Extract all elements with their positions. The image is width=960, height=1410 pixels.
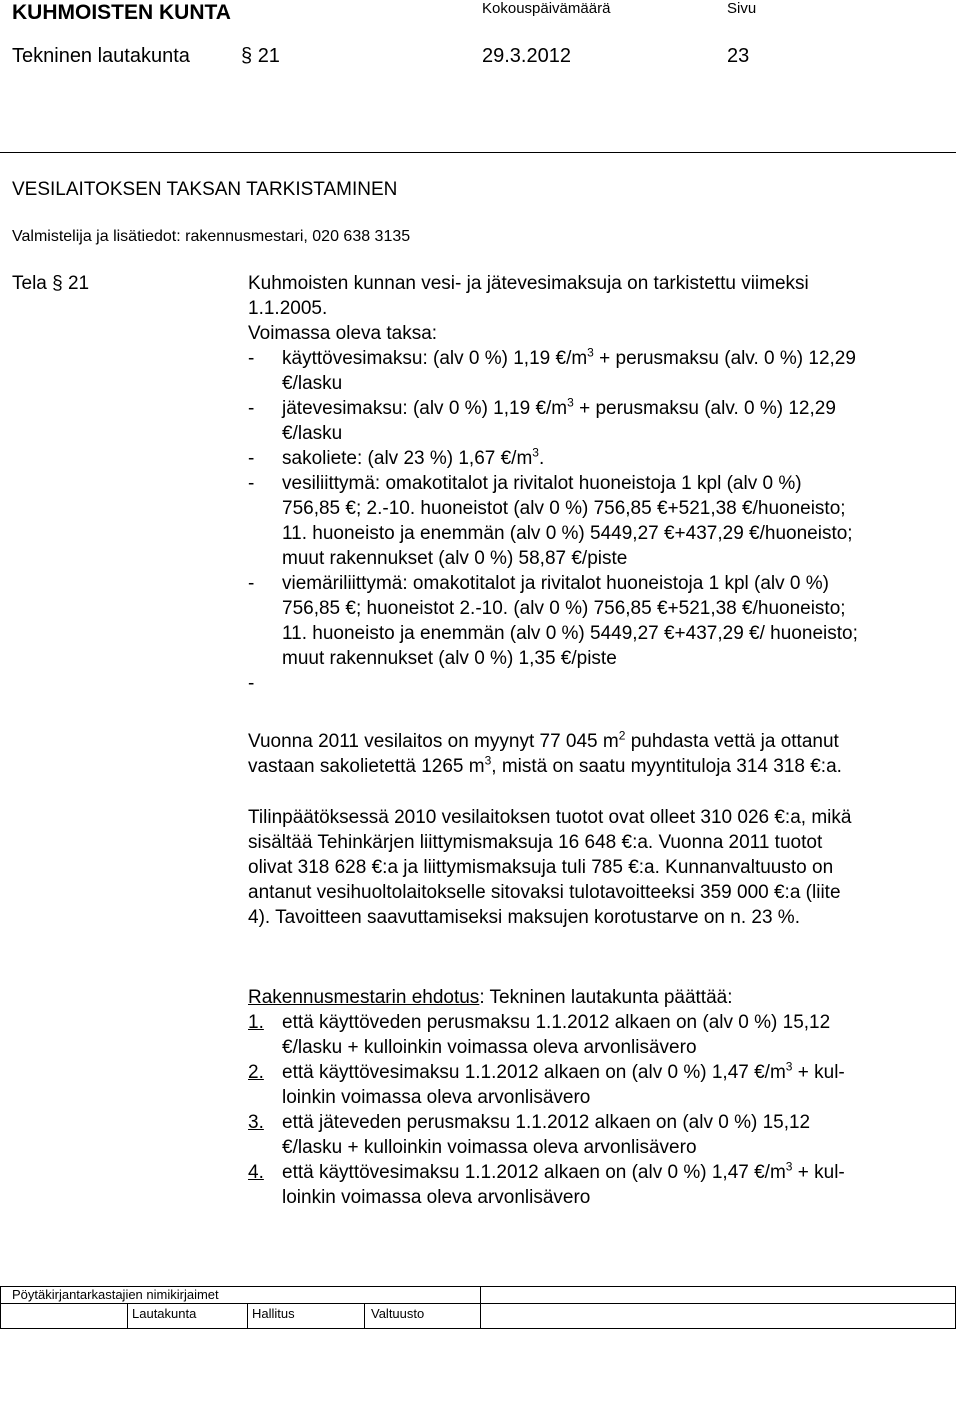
tariff-item-sewer-connection-2: 756,85 €; huoneistot 2.-10. (alv 0 %) 756,85 €+521,38 €/huoneisto;	[282, 598, 846, 619]
page-label: Sivu	[727, 0, 757, 17]
sales-line-1: Vuonna 2011 vesilaitos on myynyt 77 045 $m^2$ puhdasta vettä ja ottanut	[248, 728, 839, 752]
decision-item-1: 1. että käyttöveden perusmaksu 1.1.2012 alkaen on (alv 0 %) 15,12	[248, 1012, 831, 1033]
intro-line-1: Kuhmoisten kunnan vesi- ja jätevesimaksuja on tarkistettu viimeksi	[248, 273, 809, 294]
committee-name: Tekninen lautakunta	[12, 45, 190, 67]
financial-line-4: antanut vesihuoltolaitokselle sitovaksi tulotavoitteeksi 359 000 €:a (liite	[248, 882, 841, 903]
decision-item-2-cont: loinkin voimassa oleva arvonlisävero	[282, 1087, 591, 1108]
tariff-item-sewer-connection-3: 11. huoneisto ja enemmän (alv 0 %) 5449,27 €+437,29 €/ huoneisto;	[282, 623, 858, 644]
intro-line-2: 1.1.2005.	[248, 298, 328, 319]
decision-item-1-cont: €/lasku + kulloinkin voimassa oleva arvonlisävero	[282, 1037, 697, 1058]
tariff-item-wastewater-cont: €/lasku	[282, 423, 343, 444]
tariff-item-wastewater: - jätevesimaksu: (alv 0 %) 1,19 $€/m^3$ + perusmaksu (alv. 0 %) 12,29	[248, 395, 836, 419]
intro-line-3: Voimassa oleva taksa:	[248, 323, 438, 344]
proposal-section	[248, 985, 953, 1210]
sales-paragraph	[248, 729, 953, 779]
tariff-item-empty: -	[248, 673, 255, 694]
tariff-item-sludge: - sakoliete: (alv 23 %) 1,67 $€/m^3$.	[248, 445, 545, 469]
decision-item-3: 3. että jäteveden perusmaksu 1.1.2012 alkaen on (alv 0 %) 15,12	[248, 1112, 811, 1133]
section-number: § 21	[241, 45, 280, 67]
decision-item-4-cont: loinkin voimassa oleva arvonlisävero	[282, 1187, 591, 1208]
tariff-item-water-connection-3: 11. huoneisto ja enemmän (alv 0 %) 5449,27 €+437,29 €/huoneisto;	[282, 523, 853, 544]
tariff-item-water-connection-4: muut rakennukset (alv 0 %) 58,87 €/piste	[282, 548, 628, 569]
tariff-item-water-connection: - vesiliittymä: omakotitalot ja rivitalot huoneistoja 1 kpl (alv 0 %)	[248, 473, 802, 494]
proposal-heading: Rakennusmestarin ehdotus: Tekninen lautakunta päättää:	[248, 987, 733, 1008]
tariff-item-water-cont: €/lasku	[282, 373, 343, 394]
header-divider	[0, 152, 956, 153]
page-number: 23	[727, 45, 750, 67]
tariff-item-sewer-connection-4: muut rakennukset (alv 0 %) 1,35 €/piste	[282, 648, 617, 669]
financial-line-5: 4). Tavoitteen saavuttamiseksi maksujen korotustarve on n. 23 %.	[248, 907, 800, 928]
financial-paragraph	[248, 805, 953, 930]
financial-line-1: Tilinpäätöksessä 2010 vesilaitoksen tuotot ovat olleet 310 026 €:a, mikä	[248, 807, 852, 828]
meeting-date-label: Kokouspäivämäärä	[482, 0, 611, 17]
footer-col-valtuusto: Valtuusto	[371, 1306, 425, 1321]
sales-line-2: vastaan sakolietettä 1265 $m^3$, mistä on saatu myyntituloja 314 318 €:a.	[248, 753, 842, 777]
tariff-item-sewer-connection: - viemäriliittymä: omakotitalot ja rivitalot huoneistoja 1 kpl (alv 0 %)	[248, 573, 829, 594]
document-title: VESILAITOKSEN TAKSAN TARKISTAMINEN	[12, 179, 398, 200]
footer-col-hallitus: Hallitus	[252, 1306, 295, 1321]
tela-label: Tela § 21	[12, 273, 90, 294]
meeting-date: 29.3.2012	[482, 45, 571, 67]
checkers-label: Pöytäkirjantarkastajien nimikirjaimet	[12, 1287, 219, 1302]
preparer-info: Valmistelija ja lisätiedot: rakennusmestari, 020 638 3135	[12, 228, 411, 245]
financial-line-2: sisältää Tehinkärjen liittymismaksuja 16 648 €:a. Vuonna 2011 tuotot	[248, 832, 823, 853]
org-name: KUHMOISTEN KUNTA	[12, 1, 231, 24]
tariff-section	[248, 271, 953, 696]
tariff-item-water-connection-2: 756,85 €; 2.-10. huoneistot (alv 0 %) 756,85 €+521,38 €/huoneisto;	[282, 498, 846, 519]
footer-col-lautakunta: Lautakunta	[132, 1306, 197, 1321]
financial-line-3: olivat 318 628 €:a ja liittymismaksuja tuli 785 €:a. Kunnanvaltuusto on	[248, 857, 834, 878]
decision-item-3-cont: €/lasku + kulloinkin voimassa oleva arvonlisävero	[282, 1137, 697, 1158]
decision-item-2: 2. että käyttövesimaksu 1.1.2012 alkaen on (alv 0 %) 1,47 $€/m^3 + kul-$	[248, 1059, 845, 1083]
decision-item-4: 4. että käyttövesimaksu 1.1.2012 alkaen on (alv 0 %) 1,47 $€/m^3 + kul-$	[248, 1159, 845, 1183]
tariff-item-water: - käyttövesimaksu: (alv 0 %) 1,19 $€/m^3$ + perusmaksu (alv. 0 %) 12,29	[248, 345, 856, 369]
